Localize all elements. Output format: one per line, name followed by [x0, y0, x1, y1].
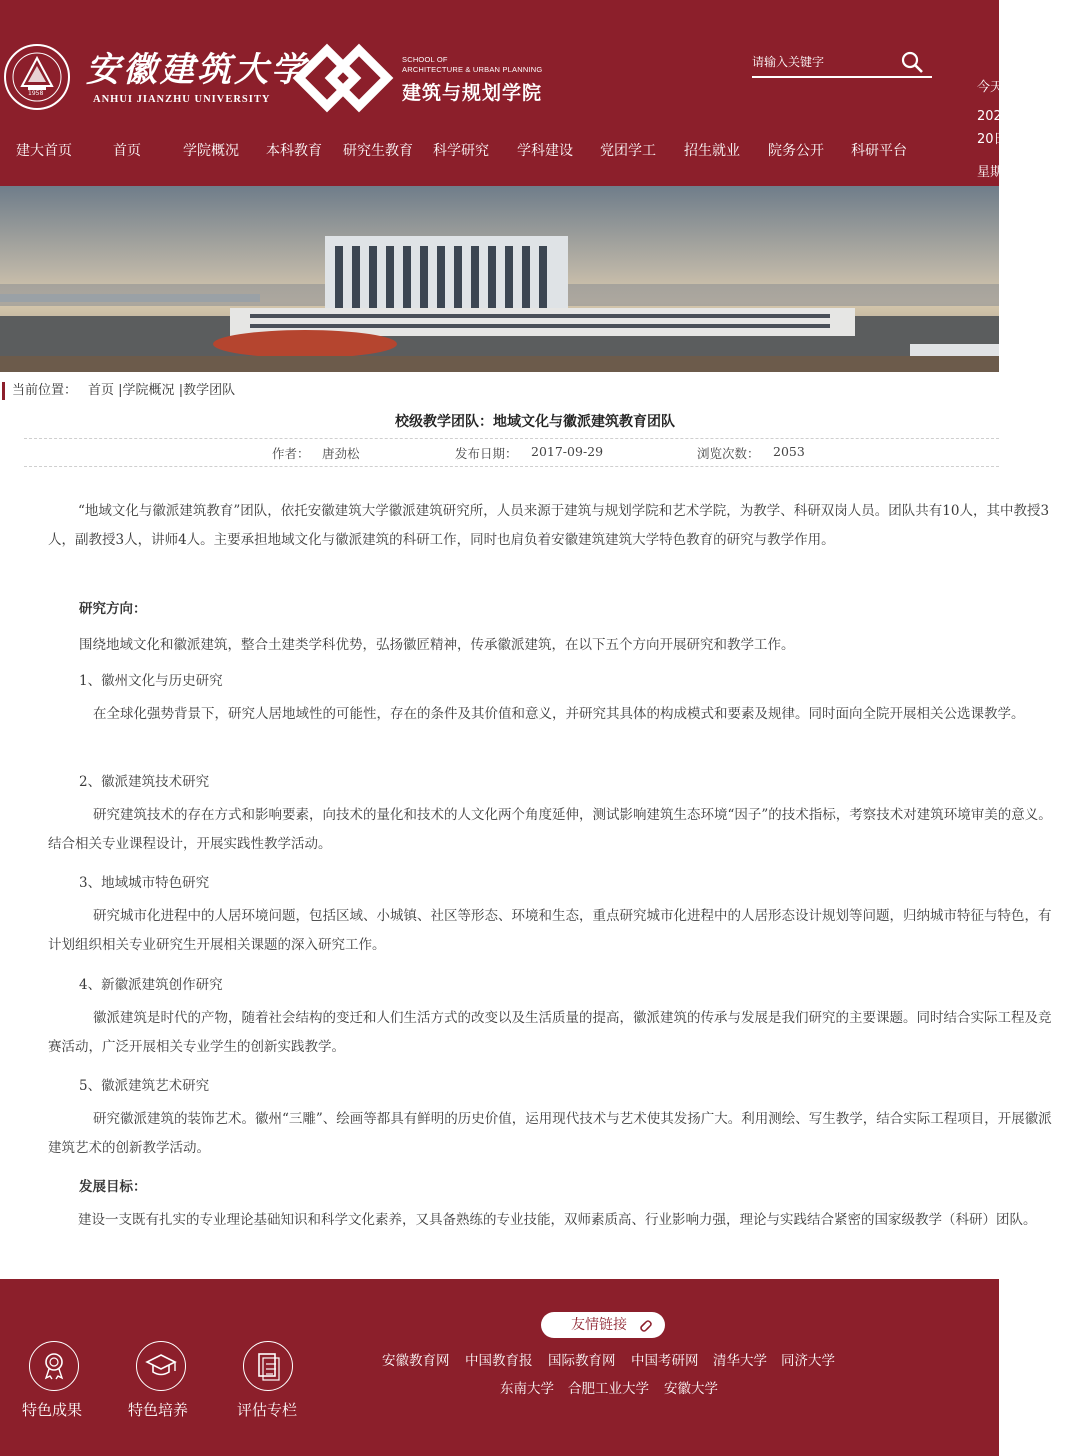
featured-training-label[interactable]: 特色培养	[128, 1401, 189, 1419]
university-seal-logo[interactable]	[4, 44, 70, 110]
breadcrumb-teaching-teams[interactable]: 教学团队	[183, 383, 236, 398]
date-weekday: 星期	[977, 165, 1004, 180]
direction-3-title: 3、地域城市特色研究	[79, 875, 210, 891]
views-label: 浏览次数：	[697, 446, 760, 461]
article-title: 校级教学团队：地域文化与徽派建筑教育团队	[395, 414, 675, 430]
campus-banner-image	[0, 186, 999, 372]
seal-emblem-icon	[6, 46, 68, 108]
breadcrumb-path: 首页 |学院概况 |教学团队	[88, 383, 236, 398]
nav-item-university-home[interactable]: 建大首页	[16, 143, 72, 159]
evaluation-column-button[interactable]	[243, 1341, 293, 1391]
search-input[interactable]	[752, 52, 892, 72]
nav-item-undergraduate[interactable]: 本科教育	[266, 143, 322, 159]
direction-5-body: 研究徽派建筑的装饰艺术。徽州“三雕”、绘画等都具有鲜明的历史价值，运用现代技术与艺术使其发扬广大。利用测绘、写生教学，结合实际工程项目，开展徽派建筑艺术的创新教学活动。	[48, 1111, 1052, 1156]
medal-icon	[30, 1342, 78, 1390]
school-name: 建筑与规划学院	[402, 82, 543, 104]
direction-4-body: 徽派建筑是时代的产物，随着社会结构的变迁和人们生活方式的改变以及生活质量的提高，徽派建筑的传承与发展是我们研究的主要课题。同时结合实际工程及竞赛活动，广泛开展相关专业学生的创新实践教学。	[48, 1010, 1052, 1055]
date-today-label: 今天	[977, 80, 1004, 95]
breadcrumb-label: 当前位置：	[12, 383, 78, 398]
date-day: 20日	[977, 132, 1007, 147]
date-year: 202	[977, 109, 1002, 124]
link-china-kaoyan[interactable]: 中国考研网	[631, 1353, 699, 1369]
divider	[24, 438, 999, 439]
nav-item-party-student[interactable]: 党团学工	[600, 143, 656, 159]
views-count: 2053	[773, 444, 805, 459]
featured-training-button[interactable]	[136, 1341, 186, 1391]
link-anhui-education[interactable]: 安徽教育网	[382, 1353, 450, 1369]
link-tongji[interactable]: 同济大学	[781, 1353, 835, 1369]
nav-item-research[interactable]: 科学研究	[433, 143, 489, 159]
breadcrumb-marker	[2, 382, 5, 400]
school-logo-mark-icon	[297, 46, 389, 110]
university-name[interactable]: 安徽建筑大学	[86, 50, 308, 90]
nav-item-home[interactable]: 首页	[113, 143, 141, 159]
date-label: 发布日期：	[455, 446, 518, 461]
divider	[24, 466, 999, 467]
goal-heading: 发展目标：	[79, 1179, 147, 1195]
link-tsinghua[interactable]: 清华大学	[713, 1353, 767, 1369]
school-name-en: SCHOOL OF ARCHITECTURE & URBAN PLANNING	[402, 55, 543, 74]
author-value: 唐劲松	[322, 446, 360, 461]
direction-1-body: 在全球化强势背景下，研究人居地域性的可能性，存在的条件及其价值和意义，并研究其具体的构成模式和要素及规律。同时面向全院开展相关公选课教学。	[93, 706, 1025, 722]
breadcrumb	[0, 380, 999, 402]
nav-item-discipline[interactable]: 学科建设	[517, 143, 573, 159]
nav-item-affairs[interactable]: 院务公开	[768, 143, 824, 159]
link-international-education[interactable]: 国际教育网	[548, 1353, 616, 1369]
graduation-cap-icon	[137, 1342, 185, 1390]
site-footer	[0, 1279, 999, 1456]
university-name-en: ANHUI JIANZHU UNIVERSITY	[93, 94, 271, 105]
main-nav	[0, 140, 999, 162]
search-icon[interactable]	[900, 50, 924, 74]
breadcrumb-home[interactable]: 首页	[88, 383, 115, 398]
goal-body: 建设一支既有扎实的专业理论基础知识和科学文化素养，又具备熟练的专业技能，双师素质高、行业影响力强，理论与实践结合紧密的国家级教学（科研）团队。	[78, 1212, 1037, 1228]
nav-item-graduate[interactable]: 研究生教育	[343, 143, 413, 159]
site-header	[0, 0, 1007, 186]
document-icon	[244, 1342, 292, 1390]
featured-achievements-label[interactable]: 特色成果	[22, 1401, 83, 1419]
direction-3-body: 研究城市化进程中的人居环境问题，包括区域、小城镇、社区等形态、环境和生态，重点研究城市化进程中的人居形态设计规划等问题，归纳城市特征与特色，有计划组织相关专业研究生开展相关课题的深入研究工作。	[48, 908, 1052, 953]
publish-date: 2017-09-29	[531, 444, 604, 459]
link-hfut[interactable]: 合肥工业大学	[568, 1381, 649, 1397]
link-china-education-daily[interactable]: 中国教育报	[465, 1353, 533, 1369]
nav-item-research-platform[interactable]: 科研平台	[851, 143, 907, 159]
link-icon	[638, 1318, 654, 1332]
direction-2-title: 2、徽派建筑技术研究	[79, 774, 210, 790]
direction-2-body: 研究建筑技术的存在方式和影响要素，向技术的量化和技术的人文化两个角度延伸，测试影响建筑生态环境“因子”的技术指标，考察技术对建筑环境审美的意义。结合相关专业课程设计，开展实践性教学活动。	[48, 807, 1052, 852]
direction-5-title: 5、徽派建筑艺术研究	[79, 1078, 210, 1094]
research-intro: 围绕地域文化和徽派建筑，整合土建类学科优势，弘扬徽匠精神，传承徽派建筑，在以下五个方向开展研究和教学工作。	[79, 637, 795, 653]
link-southeast[interactable]: 东南大学	[500, 1381, 554, 1397]
search-box	[752, 48, 932, 78]
direction-4-title: 4、新徽派建筑创作研究	[79, 977, 223, 993]
direction-1-title: 1、徽州文化与历史研究	[79, 673, 223, 689]
nav-item-about[interactable]: 学院概况	[183, 143, 239, 159]
author-label: 作者：	[272, 446, 310, 461]
friendly-links-title: 友情链接	[541, 1312, 665, 1338]
nav-item-admission-employment[interactable]: 招生就业	[684, 143, 740, 159]
intro-paragraph: “地域文化与徽派建筑教育”团队，依托安徽建筑大学徽派建筑研究所，人员来源于建筑与规划学院和艺术学院，为教学、科研双岗人员。团队共有10人，其中教授3人，副教授3人，讲师4人。主要承担地域文化与徽派建筑的科研工作，同时也肩负着安徽建筑建筑大学特色教育的研究与教学作用。	[48, 503, 1050, 548]
evaluation-column-label[interactable]: 评估专栏	[237, 1401, 298, 1419]
featured-achievements-button[interactable]	[29, 1341, 79, 1391]
link-anhui-university[interactable]: 安徽大学	[664, 1381, 718, 1397]
research-heading: 研究方向：	[79, 601, 147, 617]
breadcrumb-about[interactable]: 学院概况	[122, 383, 175, 398]
seal-year: 1958	[28, 90, 44, 97]
